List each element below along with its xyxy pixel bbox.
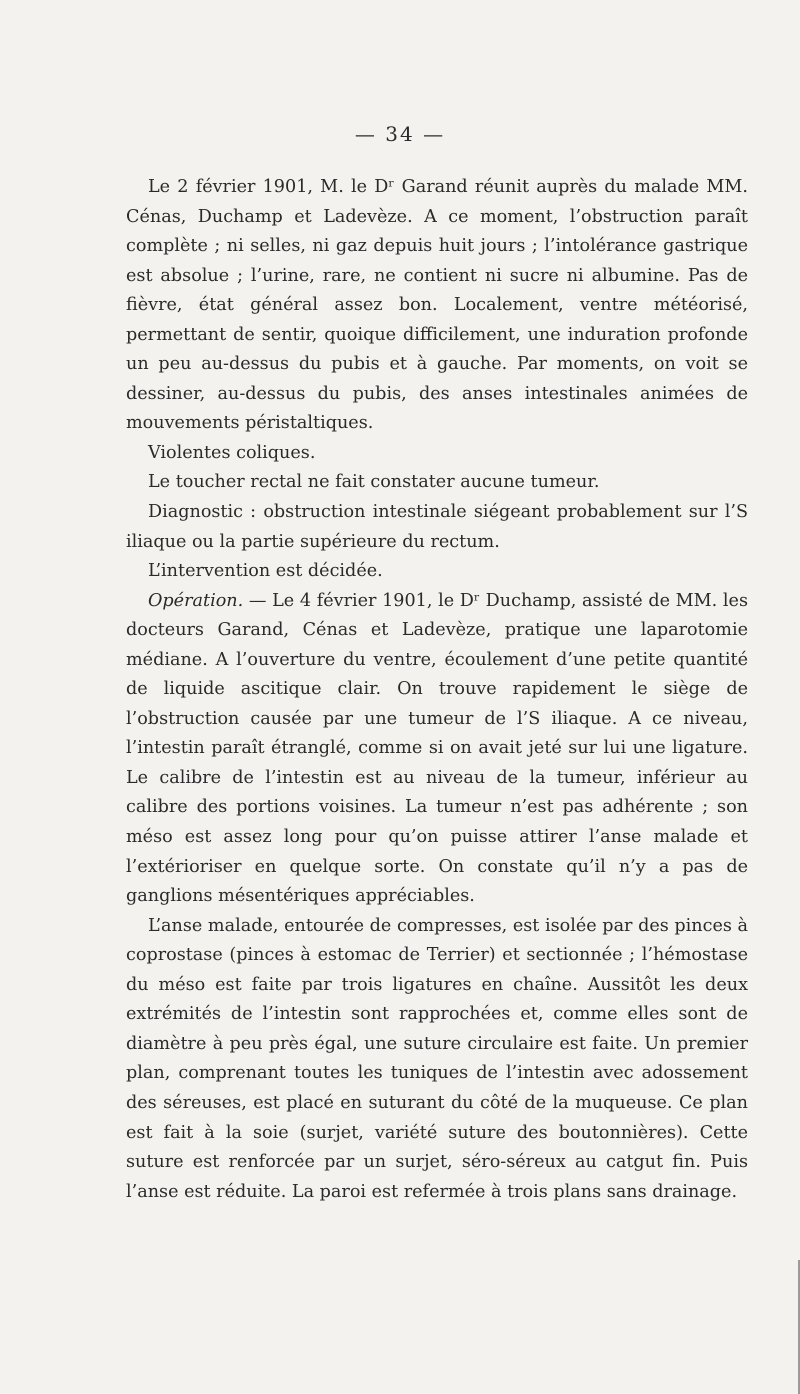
paragraph-5 bbox=[126, 557, 748, 587]
paragraph-3 bbox=[126, 468, 748, 498]
paragraph-6-lead: Opération. bbox=[148, 590, 244, 611]
paragraph-1-text: Le 2 février 1901, M. le Dʳ Garand réunit auprès du malade MM. Cénas, Duchamp et Ladevèze. A ce moment, l’obstruction paraît complète ; ni selles, ni gaz depuis huit jours ; l’intolérance gastrique est absolue ; l’urine, rare, ne contient ni sucre ni albumine. Pas de fièvre, état général assez bon. Localement, ventre météorisé, permettant de sentir, quoique difficilement, une induration profonde un peu au-dessus du pubis et à gauche. Par moments, on voit se dessiner, au-dessus du pubis, des anses intestinales animées de mouvements péristaltiques. bbox=[126, 177, 748, 434]
paragraph-7-text: L’anse malade, entourée de compresses, est isolée par des pinces à coprostase (pinces à estomac de Terrier) et sectionnée ; l’hémostase du méso est faite par trois ligatures en chaîne. Aussitôt les deux extrémités de l’intestin sont rapprochées et, comme elles sont de diamètre à peu près égal, une suture circulaire est faite. Un premier plan, comprenant toutes les tuniques de l’intestin avec adossement des séreuses, est placé en suturant du côté de la muqueuse. Ce plan est fait à la soie (surjet, variété suture des boutonnières). Cette suture est renforcée par un surjet, séro-séreux au catgut fin. Puis l’anse est réduite. La paroi est refermée à trois plans sans drainage. bbox=[126, 915, 748, 1202]
body-text bbox=[126, 173, 748, 1207]
paragraph-7 bbox=[126, 912, 748, 1207]
page-number: — 34 — bbox=[354, 122, 446, 146]
paragraph-5-text: L’intervention est décidée. bbox=[148, 561, 383, 582]
paragraph-4-text: Diagnostic : obstruction intestinale siégeant probablement sur l’S iliaque ou la partie supérieure du rectum. bbox=[126, 502, 748, 552]
paragraph-6-text: — Le 4 février 1901, le Dʳ Duchamp, assisté de MM. les docteurs Garand, Cénas et Ladevèze, pratique une laparotomie médiane. A l’ouverture du ventre, écoulement d’une petite quantité de liquide ascitique clair. On trouve rapidement le siège de l’obstruction causée par une tumeur de l’S iliaque. A ce niveau, l’intestin paraît étranglé, comme si on avait jeté sur lui une ligature. Le calibre de l’intestin est au niveau de la tumeur, inférieur au calibre des portions voisines. La tumeur n’est pas adhérente ; son méso est assez long pour qu’on puisse attirer l’anse malade et l’extérioriser en quelque sorte. On constate qu’il n’y a pas de ganglions mésentériques appréciables. bbox=[126, 590, 748, 907]
paragraph-3-text: Le toucher rectal ne fait constater aucune tumeur. bbox=[148, 472, 600, 493]
paragraph-2 bbox=[126, 439, 748, 469]
paragraph-4 bbox=[126, 498, 748, 557]
paragraph-2-text: Violentes coliques. bbox=[148, 442, 316, 463]
paragraph-1 bbox=[126, 173, 748, 439]
paragraph-6 bbox=[126, 587, 748, 912]
